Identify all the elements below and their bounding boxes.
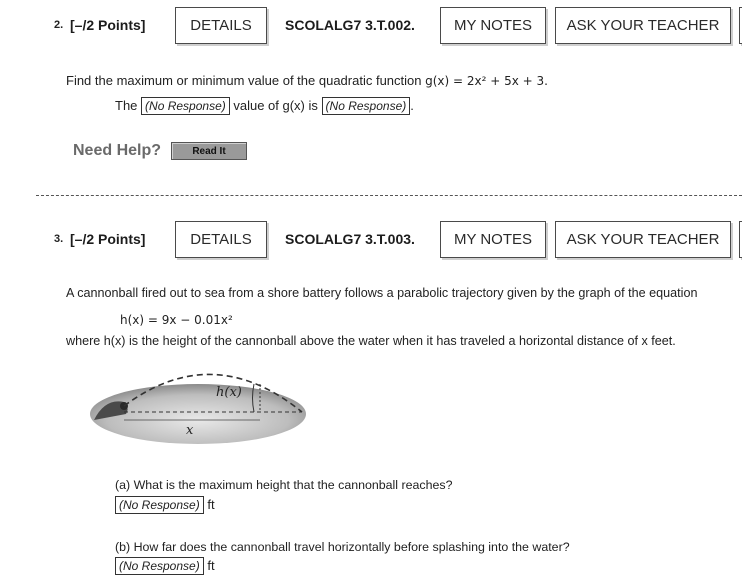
q3-part-a-unit: ft [207,497,215,512]
q2-prompt [66,73,548,88]
q2-points: [–/2 Points] [70,17,146,33]
q2-answer-line [115,97,414,115]
q3-ask-teacher-button[interactable]: ASK YOUR TEACHER [555,221,731,258]
q2-response-value[interactable]: (No Response) [322,97,411,115]
q3-part-a-answer-line [115,496,215,514]
q3-my-notes-button[interactable]: MY NOTES [440,221,546,258]
q3-code: SCOLALG7 3.T.003. [285,231,415,247]
q2-answer-prefix: The [115,98,138,113]
q3-part-a-question: (a) What is the maximum height that the cannonball reaches? [115,478,453,492]
q2-answer-mid: value of g(x) is [233,98,318,113]
q3-part-b-answer-line [115,557,215,575]
q2-ask-teacher-button[interactable]: ASK YOUR TEACHER [555,7,731,44]
q2-code: SCOLALG7 3.T.002. [285,17,415,33]
q2-need-help-label: Need Help? [73,142,162,159]
q3-equation: h(x) = 9x − 0.01x² [120,313,233,327]
q2-read-it-button[interactable]: Read It [171,142,247,160]
q3-points: [–/2 Points] [70,231,146,247]
cannonball-trajectory-figure [80,350,320,450]
q3-part-b-question: (b) How far does the cannonball travel horizontally before splashing into the water? [115,540,570,554]
q2-answer-suffix: . [410,98,414,113]
figure-h-label: h(x) [216,385,242,400]
q2-details-button[interactable]: DETAILS [175,7,267,44]
q3-part-b-response[interactable]: (No Response) [115,557,204,575]
q3-where-text: where h(x) is the height of the cannonball above the water when it has traveled a horizontal distance of x feet. [66,334,676,348]
q3-number: 3. [54,233,64,245]
q2-function: g(x) = 2x² + 5x + 3. [425,74,548,88]
q3-prompt: A cannonball fired out to sea from a shore battery follows a parabolic trajectory given by the graph of the equation [66,286,698,300]
q3-details-button[interactable]: DETAILS [175,221,267,258]
q3-part-b-unit: ft [207,558,215,573]
q3-part-a-response[interactable]: (No Response) [115,496,204,514]
q2-prompt-text: Find the maximum or minimum value of the quadratic function [66,73,422,88]
q2-my-notes-button[interactable]: MY NOTES [440,7,546,44]
q2-number: 2. [54,19,64,31]
q2-response-type[interactable]: (No Response) [141,97,230,115]
question-divider [36,195,742,196]
figure-x-label: x [186,423,194,438]
